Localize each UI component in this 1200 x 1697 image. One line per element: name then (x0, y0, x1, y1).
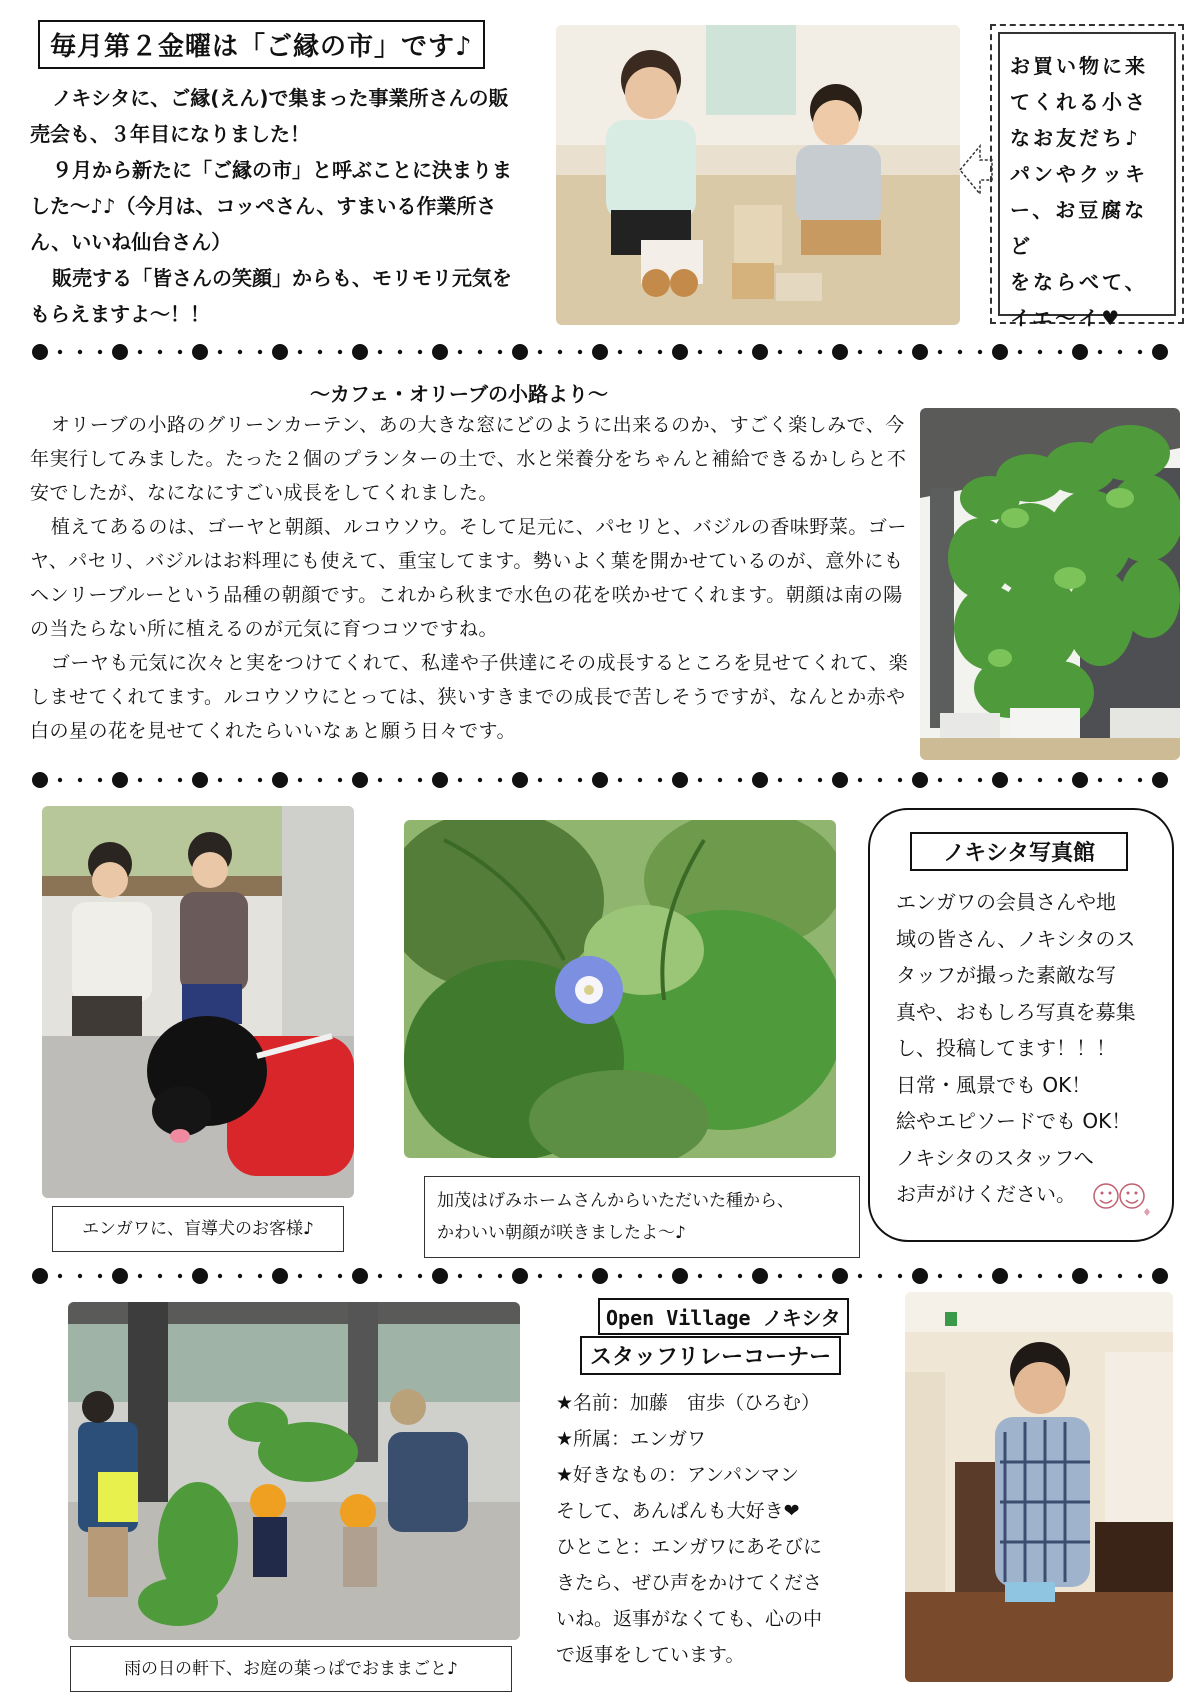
divider-dot (1072, 1268, 1088, 1284)
photo-leaf-play (68, 1302, 520, 1640)
divider-dot (618, 1274, 622, 1278)
divider-dot (698, 1274, 702, 1278)
dot-divider (30, 340, 1175, 364)
divider-dot (98, 1274, 102, 1278)
intro-text (30, 80, 520, 332)
divider-dot (898, 778, 902, 782)
divider-dot (538, 778, 542, 782)
divider-dot (98, 778, 102, 782)
divider-dot (432, 1268, 448, 1284)
divider-dot (798, 350, 802, 354)
divider-dot (238, 778, 242, 782)
divider-dot (178, 1274, 182, 1278)
divider-dot (158, 1274, 162, 1278)
divider-dot (458, 350, 462, 354)
divider-dot (1098, 1274, 1102, 1278)
divider-dot (878, 1274, 882, 1278)
divider-dot (378, 1274, 382, 1278)
divider-dot (318, 350, 322, 354)
kids-comment-line: ー、お豆腐など (1010, 198, 1148, 258)
divider-dot (672, 1268, 688, 1284)
divider-dot (958, 778, 962, 782)
kids-comment-line: てくれる小さ (1010, 90, 1148, 114)
divider-dot (272, 772, 288, 788)
divider-dot (958, 1274, 962, 1278)
divider-dot (618, 778, 622, 782)
divider-dot (578, 350, 582, 354)
divider-dot (112, 344, 128, 360)
kids-comment-line: なお友だち♪ (1010, 126, 1141, 150)
divider-dot (778, 350, 782, 354)
divider-dot (858, 350, 862, 354)
divider-dot (752, 772, 768, 788)
divider-dot (78, 1274, 82, 1278)
divider-dot (1038, 1274, 1042, 1278)
divider-dot (592, 1268, 608, 1284)
photo-kids-shopping (556, 25, 960, 325)
profile-line: ★所属：エンガワ (556, 1428, 707, 1450)
divider-dot (398, 350, 402, 354)
divider-dot (538, 350, 542, 354)
divider-dot (638, 1274, 642, 1278)
divider-dot (858, 778, 862, 782)
divider-dot (398, 778, 402, 782)
gallery-line: エンガワの会員さんや地 (896, 890, 1116, 914)
divider-dot (1072, 772, 1088, 788)
divider-dot (1018, 1274, 1022, 1278)
divider-dot (218, 1274, 222, 1278)
divider-dot (832, 344, 848, 360)
divider-dot (592, 344, 608, 360)
photo-staff-member (905, 1292, 1173, 1682)
divider-dot (498, 350, 502, 354)
divider-dot (1152, 1268, 1168, 1284)
divider-dot (158, 778, 162, 782)
divider-dot (498, 1274, 502, 1278)
profile-line: で返事をしています。 (556, 1644, 745, 1666)
photo-morning-glory (404, 820, 836, 1158)
dot-divider (30, 1264, 1175, 1288)
divider-dot (618, 350, 622, 354)
divider-dot (258, 350, 262, 354)
divider-dot (538, 1274, 542, 1278)
caption-morning-glory-line: かわいい朝顔が咲きましたよ〜♪ (437, 1223, 686, 1243)
divider-dot (1118, 350, 1122, 354)
divider-dot (458, 1274, 462, 1278)
divider-dot (578, 1274, 582, 1278)
divider-dot (672, 344, 688, 360)
cafe-paragraph: ゴーヤも元気に次々と実をつけてくれて、私達や子供達にその成長するところを見せてくれて、楽しませてくれてます。ルコウソウにとっては、狭いすきまでの成長で苦しそうですが、なんとか赤や白の星の花を見せてくれたらいいなぁと願う日々です。 (30, 652, 909, 742)
divider-dot (1018, 778, 1022, 782)
kids-comment-line: パンやクッキ (1010, 162, 1148, 186)
divider-dot (238, 350, 242, 354)
divider-dot (778, 778, 782, 782)
divider-dot (298, 1274, 302, 1278)
divider-dot (272, 344, 288, 360)
divider-dot (992, 772, 1008, 788)
divider-dot (832, 1268, 848, 1284)
arrow-left-icon (958, 140, 994, 200)
divider-dot (78, 778, 82, 782)
divider-dot (158, 350, 162, 354)
divider-dot (1138, 350, 1142, 354)
divider-dot (352, 772, 368, 788)
divider-dot (1072, 344, 1088, 360)
photo-guide-dog (42, 806, 354, 1198)
divider-dot (498, 778, 502, 782)
divider-dot (1138, 778, 1142, 782)
divider-dot (338, 1274, 342, 1278)
divider-dot (978, 778, 982, 782)
divider-dot (638, 350, 642, 354)
caption-morning-glory (424, 1176, 860, 1258)
gallery-line: 絵やエピソードでも OK！ (896, 1109, 1132, 1133)
gallery-line: お声がけください。 (896, 1182, 1076, 1206)
gallery-line: し、投稿してます！！！ (896, 1036, 1116, 1060)
divider-dot (352, 1268, 368, 1284)
divider-dot (272, 1268, 288, 1284)
intro-line-2: ９月から新たに「ご縁の市」と呼ぶことに決まりました〜♪♪（今月は、コッペさん、すまいる作業所さん、いいね仙台さん） (30, 158, 512, 254)
divider-dot (478, 350, 482, 354)
divider-dot (512, 344, 528, 360)
gallery-line: 真や、おもしろ写真を募集 (896, 999, 1136, 1024)
divider-dot (32, 772, 48, 788)
divider-dot (432, 772, 448, 788)
relay-title-corner: スタッフリレーコーナー (580, 1336, 841, 1375)
divider-dot (658, 778, 662, 782)
gallery-line: 域の皆さん、ノキシタのス (896, 926, 1136, 951)
divider-dot (798, 1274, 802, 1278)
divider-dot (1118, 778, 1122, 782)
divider-dot (1038, 778, 1042, 782)
intro-line-1: ノキシタに、ご縁(えん)で集まった事業所さんの販売会も、３年目になりました！ (30, 86, 509, 146)
intro-line-3: 販売する「皆さんの笑顔」からも、モリモリ元気をもらえますよ〜！！ (30, 266, 512, 326)
divider-dot (638, 778, 642, 782)
divider-dot (878, 350, 882, 354)
divider-dot (912, 1268, 928, 1284)
profile-line: ★名前：加藤 宙歩（ひろむ） (556, 1392, 821, 1414)
divider-dot (178, 350, 182, 354)
gallery-line: 日常・風景でも OK！ (896, 1072, 1092, 1097)
divider-dot (658, 1274, 662, 1278)
divider-dot (58, 778, 62, 782)
divider-dot (112, 772, 128, 788)
divider-dot (938, 350, 942, 354)
divider-dot (378, 778, 382, 782)
divider-dot (32, 1268, 48, 1284)
divider-dot (698, 778, 702, 782)
divider-dot (1058, 778, 1062, 782)
divider-dot (1038, 350, 1042, 354)
divider-dot (898, 1274, 902, 1278)
divider-dot (718, 778, 722, 782)
divider-dot (898, 350, 902, 354)
divider-dot (698, 350, 702, 354)
divider-dot (832, 772, 848, 788)
divider-dot (98, 350, 102, 354)
divider-dot (398, 1274, 402, 1278)
divider-dot (298, 778, 302, 782)
caption-morning-glory-line: 加茂はげみホームさんからいただいた種から、 (437, 1191, 794, 1211)
cafe-paragraph: オリーブの小路のグリーンカーテン、あの大きな窓にどのように出来るのか、すごく楽しみで、今年実行してみました。たった２個のプランターの土で、水と栄養分をちゃんと補給できるかしらと不安でしたが、なになにすごい成長をしてくれました。 (30, 414, 907, 504)
gallery-line: ノキシタのスタッフへ (896, 1145, 1094, 1170)
kids-comment-box (990, 24, 1184, 330)
divider-dot (738, 350, 742, 354)
relay-title-open-village: Open Village ノキシタ (598, 1298, 849, 1335)
divider-dot (218, 778, 222, 782)
cafe-heading: 〜カフェ・オリーブの小路より〜 (310, 382, 608, 406)
divider-dot (192, 772, 208, 788)
divider-dot (878, 778, 882, 782)
divider-dot (658, 350, 662, 354)
divider-dot (338, 778, 342, 782)
divider-dot (992, 1268, 1008, 1284)
divider-dot (978, 1274, 982, 1278)
divider-dot (798, 778, 802, 782)
divider-dot (978, 350, 982, 354)
kids-comment-line: お買い物に来 (1010, 54, 1148, 78)
divider-dot (478, 1274, 482, 1278)
divider-dot (378, 350, 382, 354)
divider-dot (818, 350, 822, 354)
divider-dot (752, 344, 768, 360)
divider-dot (1058, 1274, 1062, 1278)
divider-dot (992, 344, 1008, 360)
divider-dot (512, 772, 528, 788)
kids-comment-line: をならべて、 (1010, 270, 1148, 294)
caption-leaf-play: 雨の日の軒下、お庭の葉っぱでおままごと♪ (70, 1646, 512, 1692)
photo-green-curtain (920, 408, 1180, 760)
photo-gallery-text (896, 884, 1156, 1213)
caption-guide-dog: エンガワに、盲導犬のお客様♪ (52, 1206, 344, 1252)
divider-dot (78, 350, 82, 354)
divider-dot (318, 778, 322, 782)
divider-dot (558, 1274, 562, 1278)
divider-dot (418, 350, 422, 354)
kids-comment-text (998, 32, 1176, 330)
divider-dot (32, 344, 48, 360)
staff-profile (556, 1385, 856, 1673)
profile-line: いね。返事がなくても、心の中 (556, 1608, 823, 1630)
divider-dot (938, 1274, 942, 1278)
divider-dot (558, 778, 562, 782)
kids-comment-line: イエ〜イ♥ (1010, 306, 1123, 330)
divider-dot (138, 1274, 142, 1278)
profile-line: ★好きなもの：アンパンマン (556, 1464, 799, 1486)
divider-dot (912, 772, 928, 788)
divider-dot (218, 350, 222, 354)
cafe-paragraph: 植えてあるのは、ゴーヤと朝顔、ルコウソウ。そして足元に、パセリと、バジルの香味野菜。ゴーヤ、パセリ、バジルはお料理にも使えて、重宝してます。勢いよく葉を開かせているのが、意外にもヘンリーブルーという品種の朝顔です。これから秋まで水色の花を咲かせてくれます。朝顔は南の陽の当たらない所に植えるのが元気に育つコツですね。 (30, 516, 907, 640)
divider-dot (1098, 350, 1102, 354)
divider-dot (1138, 1274, 1142, 1278)
divider-dot (718, 350, 722, 354)
divider-dot (338, 350, 342, 354)
divider-dot (512, 1268, 528, 1284)
divider-dot (352, 344, 368, 360)
divider-dot (592, 772, 608, 788)
divider-dot (178, 778, 182, 782)
divider-dot (112, 1268, 128, 1284)
divider-dot (938, 778, 942, 782)
divider-dot (318, 1274, 322, 1278)
divider-dot (58, 350, 62, 354)
divider-dot (558, 350, 562, 354)
cafe-article (30, 408, 915, 748)
divider-dot (858, 1274, 862, 1278)
gallery-line: タッフが撮った素敵な写 (896, 963, 1116, 987)
profile-line: きたら、ぜひ声をかけてくださ (556, 1572, 823, 1594)
divider-dot (478, 778, 482, 782)
divider-dot (298, 350, 302, 354)
divider-dot (238, 1274, 242, 1278)
divider-dot (1058, 350, 1062, 354)
divider-dot (258, 1274, 262, 1278)
profile-line: ひとこと：エンガワにあそびに (556, 1536, 823, 1558)
divider-dot (912, 344, 928, 360)
divider-dot (138, 778, 142, 782)
divider-dot (1118, 1274, 1122, 1278)
smiling-faces-icon (1090, 1176, 1152, 1218)
divider-dot (578, 778, 582, 782)
divider-dot (1018, 350, 1022, 354)
divider-dot (258, 778, 262, 782)
divider-dot (958, 350, 962, 354)
divider-dot (718, 1274, 722, 1278)
divider-dot (458, 778, 462, 782)
divider-dot (1152, 772, 1168, 788)
divider-dot (138, 350, 142, 354)
photo-gallery-title: ノキシタ写真館 (910, 832, 1128, 871)
divider-dot (432, 344, 448, 360)
profile-line: そして、あんぱんも大好き❤ (556, 1500, 800, 1522)
divider-dot (58, 1274, 62, 1278)
divider-dot (418, 778, 422, 782)
divider-dot (192, 344, 208, 360)
divider-dot (818, 1274, 822, 1278)
divider-dot (1152, 344, 1168, 360)
divider-dot (818, 778, 822, 782)
title-goen-market: 毎月第２金曜は「ご縁の市」です♪ (38, 20, 485, 69)
divider-dot (738, 778, 742, 782)
divider-dot (738, 1274, 742, 1278)
dot-divider (30, 768, 1175, 792)
divider-dot (778, 1274, 782, 1278)
divider-dot (192, 1268, 208, 1284)
divider-dot (1098, 778, 1102, 782)
divider-dot (672, 772, 688, 788)
divider-dot (752, 1268, 768, 1284)
divider-dot (418, 1274, 422, 1278)
